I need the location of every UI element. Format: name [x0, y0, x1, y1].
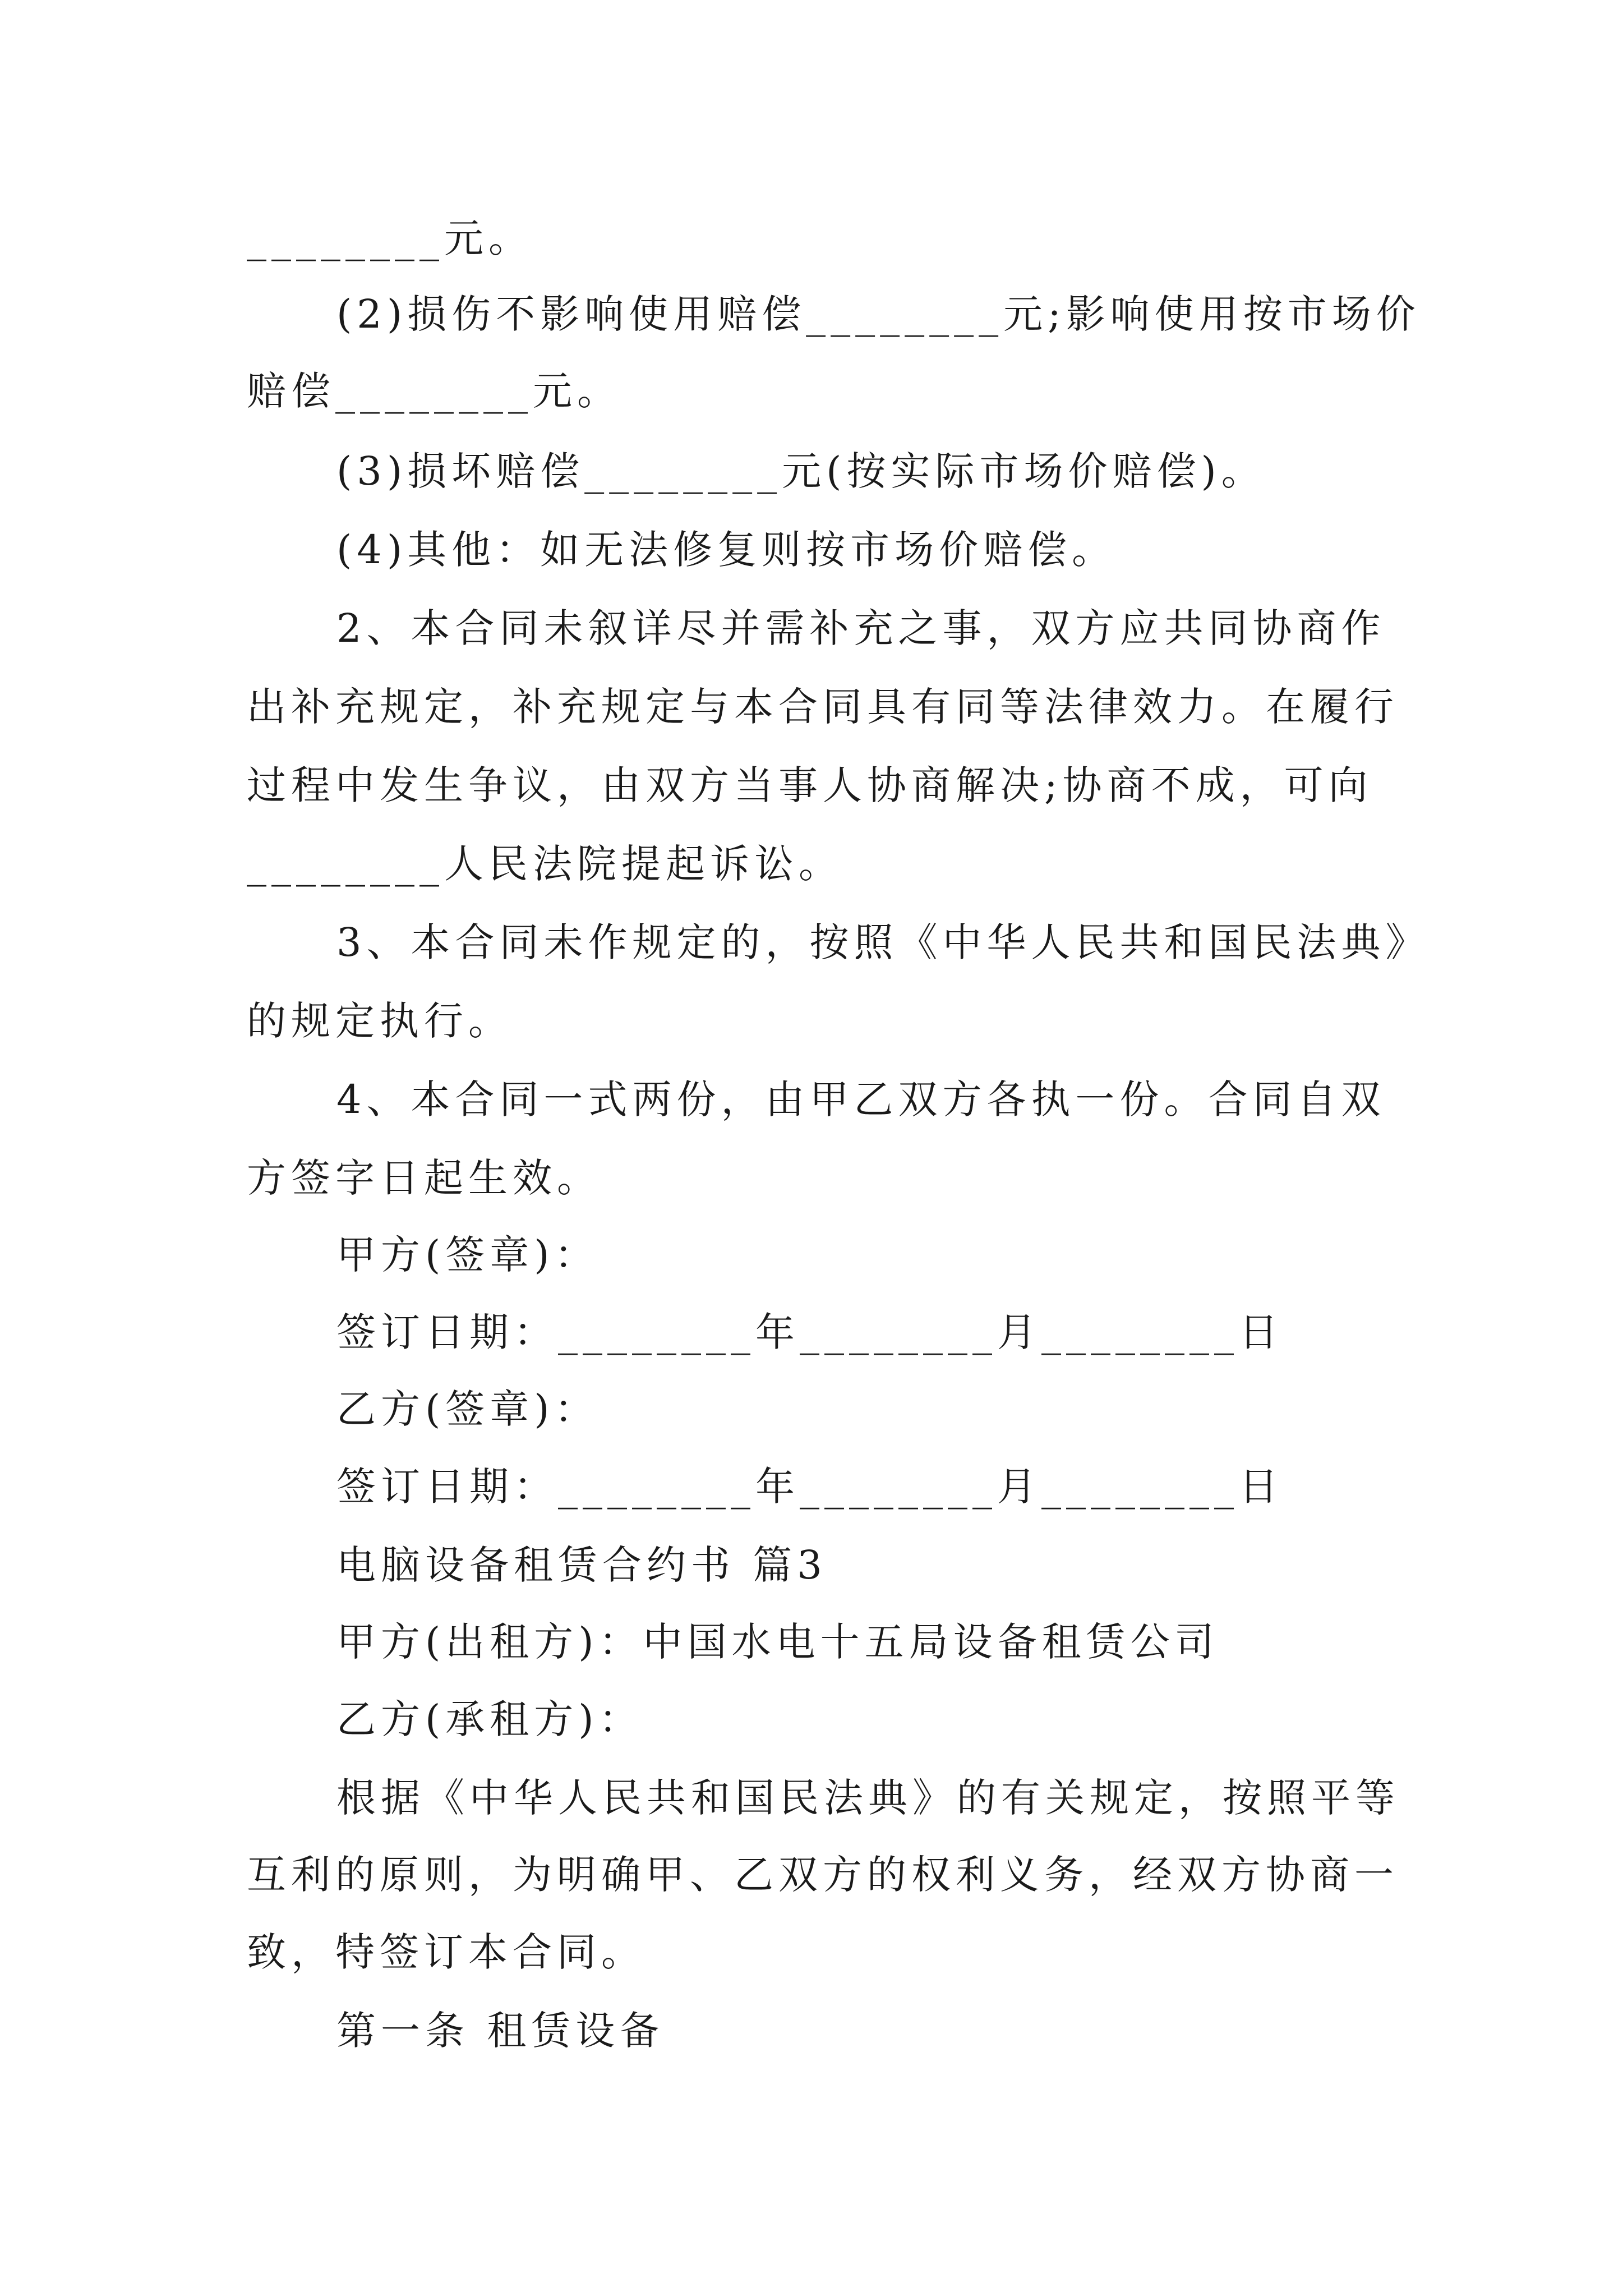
party-b-lessee: 乙方(承租方)：: [336, 1696, 643, 1742]
text-line-21: 根据《中华人民共和国民法典》的有关规定，按照平等: [336, 1775, 1400, 1821]
article-one-heading: 第一条 租赁设备: [336, 2008, 665, 2054]
text-line-3: 赔偿________元。: [247, 368, 621, 414]
text-line-11: 的规定执行。: [247, 998, 513, 1044]
text-line-12: 4、本合同一式两份，由甲乙双方各执一份。合同自双: [336, 1076, 1386, 1122]
signature-party-b: 乙方(签章)：: [336, 1386, 599, 1432]
text-line-1: ________元。: [247, 215, 533, 261]
text-line-22: 互利的原则，为明确甲、乙双方的权利义务，经双方协商一: [247, 1852, 1399, 1898]
text-line-6: 2、本合同未叙详尽并需补充之事，双方应共同协商作: [336, 605, 1386, 651]
text-line-23: 致，特签订本合同。: [247, 1929, 645, 1975]
text-line-10: 3、本合同未作规定的，按照《中华人民共和国民法典》: [336, 919, 1430, 965]
text-line-8: 过程中发生争议，由双方当事人协商解决;协商不成，可向: [247, 762, 1373, 808]
text-line-4: (3)损坏赔偿________元(按实际市场价赔偿)。: [336, 448, 1266, 494]
text-line-5: (4)其他：如无法修复则按市场价赔偿。: [336, 527, 1117, 573]
text-line-9: ________人民法院提起诉讼。: [247, 841, 843, 887]
signing-date-a: 签订日期：________年________月________日: [336, 1309, 1283, 1355]
text-line-2: (2)损伤不影响使用赔偿________元;影响使用按市场价: [336, 291, 1421, 337]
signing-date-b: 签订日期：________年________月________日: [336, 1464, 1283, 1510]
party-a-lessor: 甲方(出租方)：中国水电十五局设备租赁公司: [336, 1619, 1219, 1665]
section-heading: 电脑设备租赁合约书 篇3: [336, 1542, 827, 1588]
signature-party-a: 甲方(签章)：: [336, 1232, 599, 1278]
text-line-13: 方签字日起生效。: [247, 1155, 601, 1201]
text-line-7: 出补充规定，补充规定与本合同具有同等法律效力。在履行: [247, 684, 1399, 730]
